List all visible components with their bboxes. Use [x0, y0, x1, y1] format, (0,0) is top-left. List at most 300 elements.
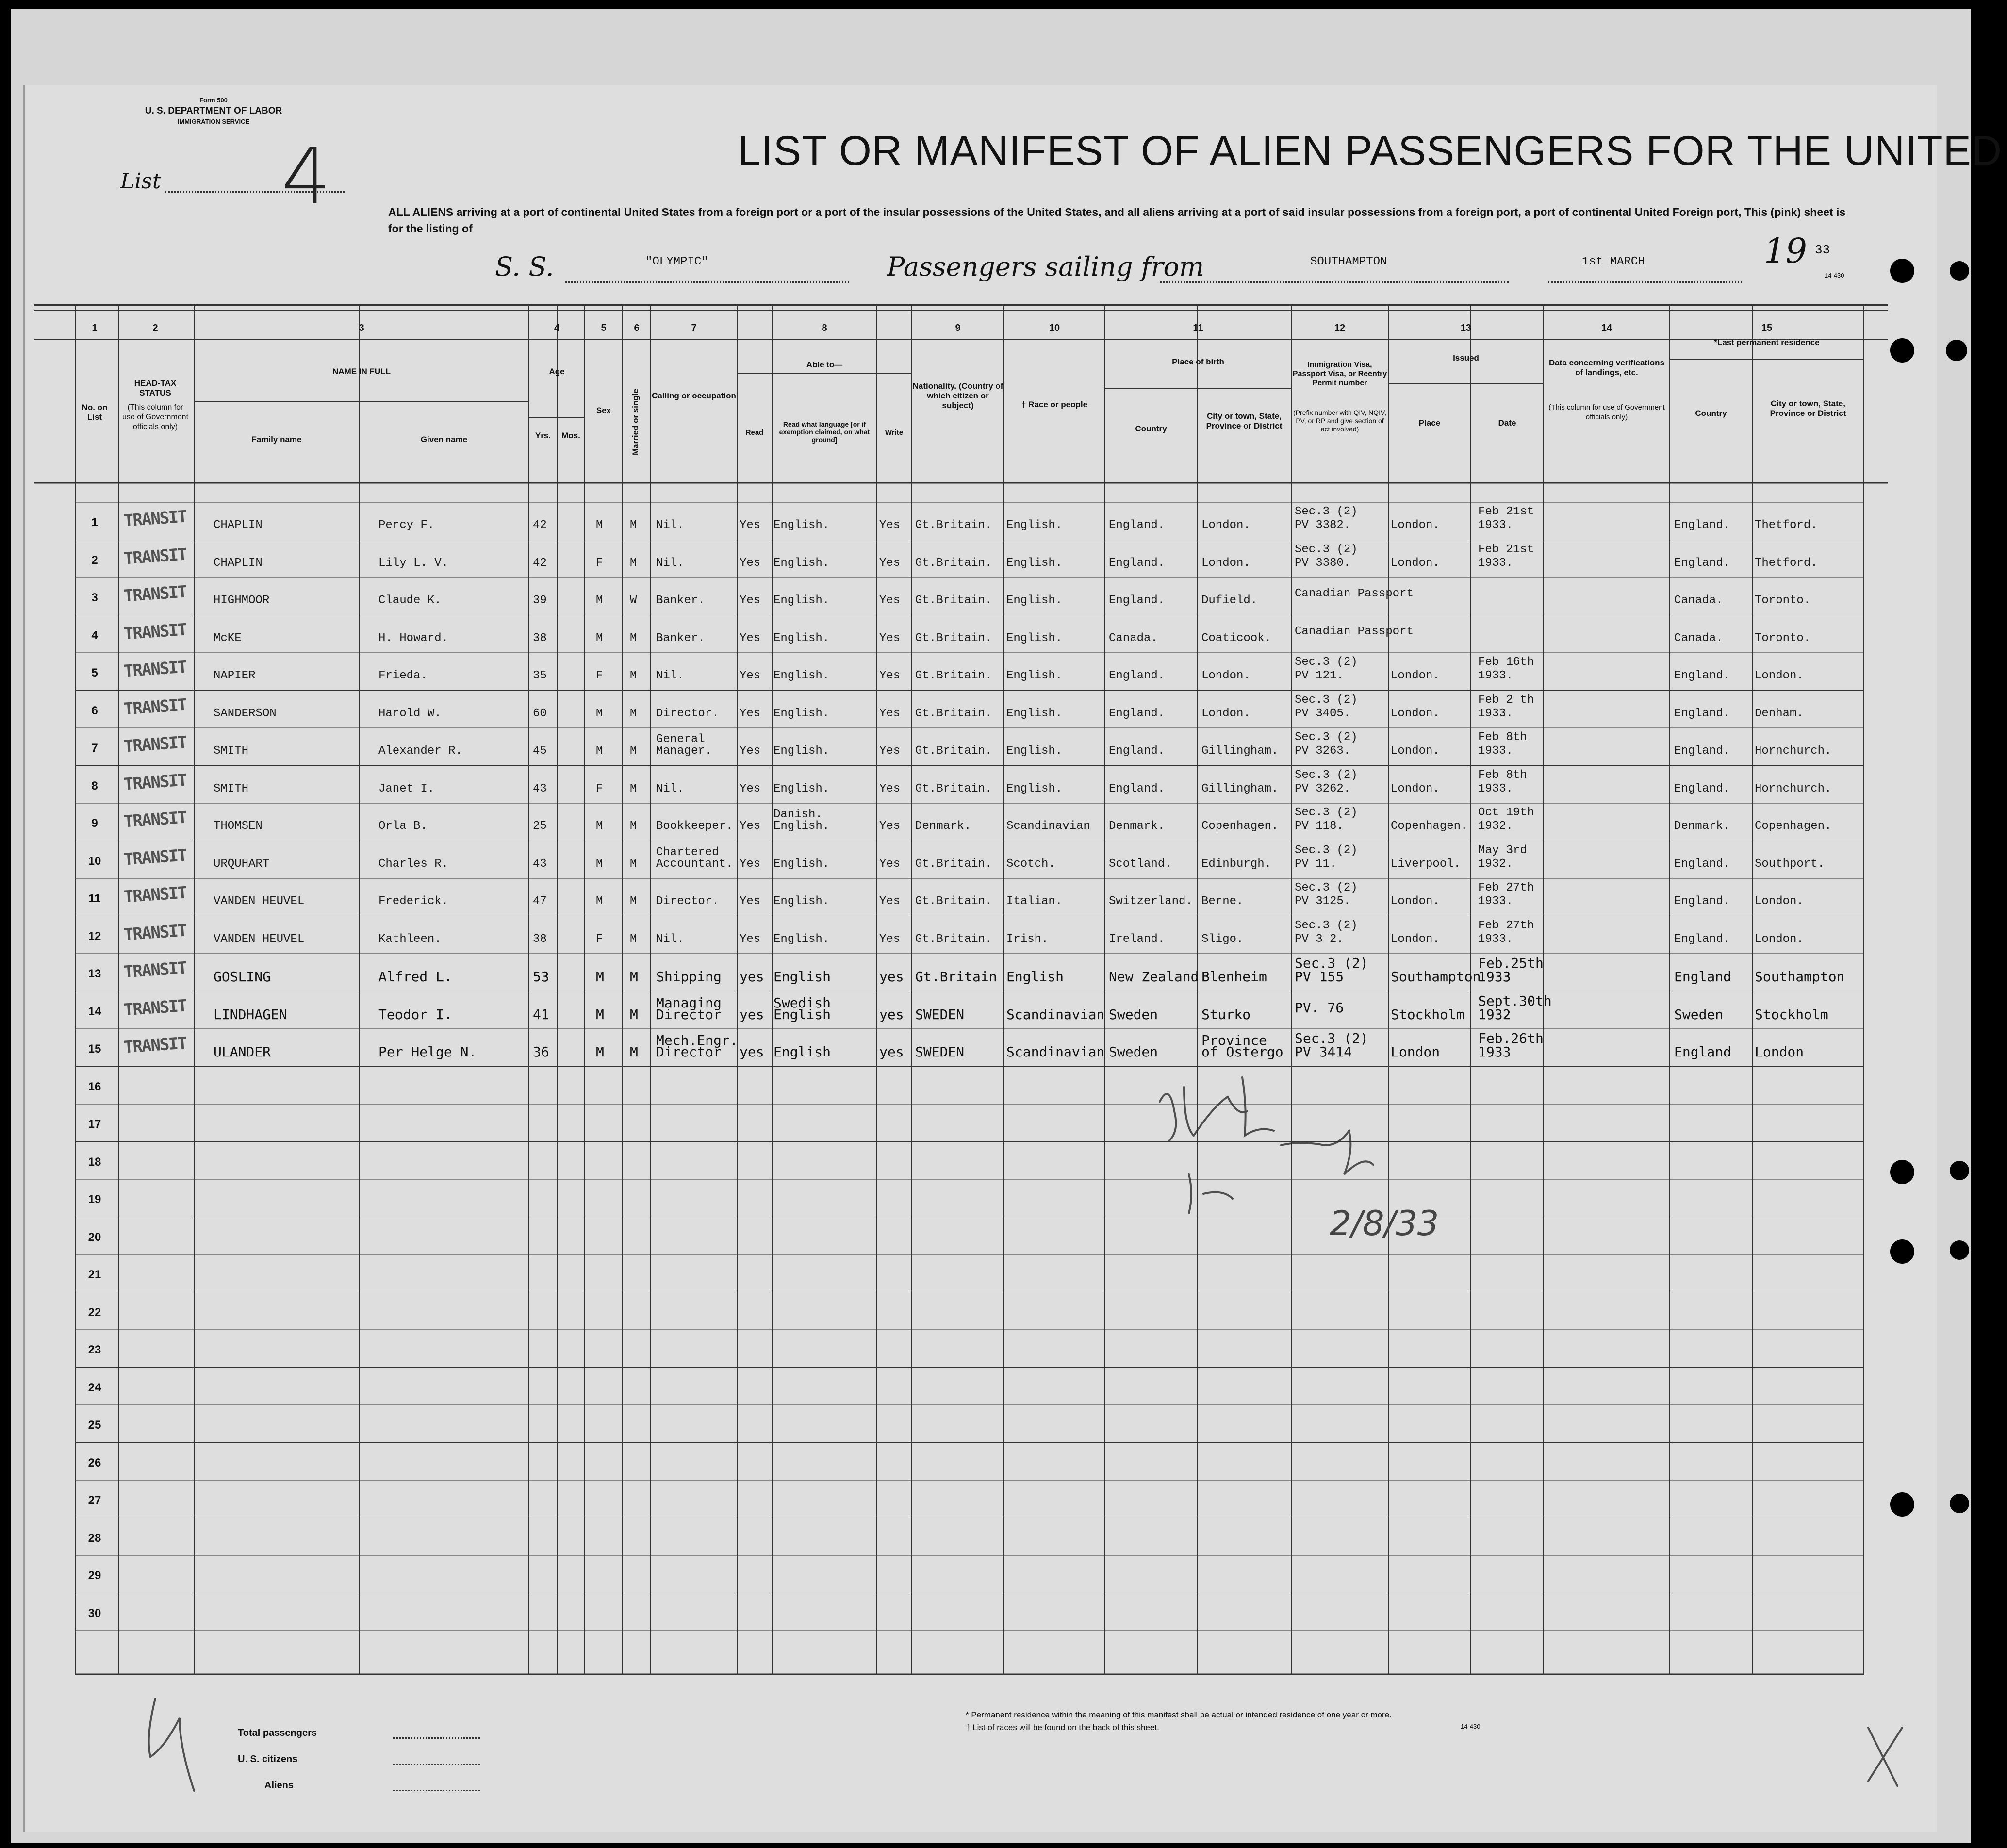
passenger-age: 42 [533, 519, 547, 532]
passenger-issued-date: Feb 8th [1478, 768, 1527, 782]
transit-stamp: TRANSIT [123, 657, 187, 681]
passenger-birth-city: London. [1201, 669, 1250, 682]
passenger-age: 38 [533, 631, 547, 645]
passenger-visa: Sec.3 (2) [1295, 843, 1358, 857]
header-last-residence: *Last permanent residence [1714, 338, 1820, 347]
passenger-issued-date: Feb 2 th [1478, 693, 1534, 707]
passenger-can-read: Yes [740, 594, 761, 607]
transit-stamp: TRANSIT [123, 620, 187, 644]
passenger-visa: Sec.3 (2) [1295, 543, 1358, 556]
passenger-birth-country: New Zealand [1109, 969, 1199, 985]
passenger-issued-date: Feb.25th [1478, 955, 1544, 971]
passenger-issued-place: Stockholm [1391, 1006, 1464, 1023]
punch-hole [1950, 1240, 1969, 1260]
passenger-family-name: McKE [214, 631, 242, 645]
passenger-family-name: GOSLING [214, 969, 271, 985]
passenger-visa: Sec.3 (2) [1295, 505, 1358, 518]
row-number: 9 [91, 817, 98, 830]
passenger-nationality: Gt.Britain [915, 969, 997, 985]
passenger-can-read: Yes [740, 519, 761, 532]
passenger-can-read: Yes [740, 857, 761, 871]
passenger-can-read: Yes [740, 782, 761, 795]
passenger-age: 43 [533, 782, 547, 795]
passenger-residence-country: England [1674, 1044, 1732, 1060]
row-number: 23 [88, 1343, 101, 1356]
passenger-issued-date: Sept.30th [1478, 992, 1552, 1009]
passenger-race: Scandinavian [1006, 1044, 1105, 1060]
passenger-visa: Sec.3 (2) [1295, 806, 1358, 819]
passenger-read-language: English. [773, 895, 830, 908]
transit-stamp: TRANSIT [123, 544, 187, 568]
transit-stamp: TRANSIT [123, 732, 187, 757]
header-residence-city: City or town, State, Province or District [1770, 399, 1846, 418]
passenger-nationality: Gt.Britain. [915, 707, 992, 720]
passenger-race: English. [1006, 669, 1063, 682]
passenger-birth-city-line2: of Ostergo [1201, 1044, 1283, 1060]
row-number: 16 [88, 1080, 101, 1093]
passenger-residence-country: England [1674, 969, 1732, 985]
passenger-birth-city: Dufield. [1201, 594, 1258, 607]
passenger-issued-place: London. [1391, 895, 1440, 908]
passenger-family-name: VANDEN HEUVEL [214, 932, 305, 946]
list-label: List [120, 169, 161, 194]
passenger-residence-country: England. [1674, 857, 1730, 871]
passenger-age: 35 [533, 669, 547, 682]
transit-stamp: TRANSIT [123, 1033, 187, 1057]
row-number: 4 [91, 628, 98, 642]
passenger-residence-city: London. [1755, 932, 1804, 946]
passenger-given-name: Alexander R. [378, 744, 462, 758]
passenger-family-name: THOMSEN [214, 820, 263, 833]
passenger-birth-city: Coaticook. [1201, 631, 1272, 645]
passenger-occupation: Mech.Engr. [656, 1032, 738, 1048]
form-number: Form 500 [199, 97, 228, 104]
footer-note-residence: * Permanent residence within the meaning of this manifest shall be actual or intended residence of one year or more. [966, 1710, 1392, 1719]
passenger-issued-place: London. [1391, 556, 1440, 570]
passenger-race: Scotch. [1006, 857, 1055, 871]
passenger-visa: Sec.3 (2) [1295, 768, 1358, 782]
header-head-tax-note: (This column for use of Government officials only) [122, 403, 189, 431]
passenger-marital-status: M [630, 519, 637, 532]
passenger-residence-city: Southport. [1755, 857, 1825, 871]
passenger-issued-date: Feb 16th [1478, 656, 1534, 669]
passenger-can-write: Yes [879, 895, 901, 908]
passenger-issued-date: Feb 21st [1478, 505, 1534, 518]
header-read-language: Read what language [or if exemption claimed, on what ground] [779, 420, 870, 444]
passenger-can-write: Yes [879, 857, 901, 871]
passenger-marital-status: W [630, 594, 637, 607]
passenger-family-name: CHAPLIN [214, 556, 263, 570]
passenger-visa: Sec.3 (2) [1295, 731, 1358, 744]
passenger-residence-country: England. [1674, 744, 1730, 758]
passenger-birth-country: England. [1109, 782, 1165, 795]
passenger-sex: M [596, 744, 603, 758]
passenger-occupation: Director. [656, 895, 719, 908]
passenger-marital-status: M [630, 556, 637, 570]
col-number-4: 4 [554, 323, 560, 333]
passenger-birth-country: England. [1109, 669, 1165, 682]
passenger-read-language-line2: English. [773, 820, 830, 833]
passenger-issued-place: Liverpool. [1391, 857, 1461, 871]
passenger-birth-city: Blenheim [1201, 969, 1267, 985]
header-family-name: Family name [251, 435, 302, 444]
passenger-race: Scandinavian [1006, 820, 1090, 833]
passenger-visa-number: PV 3262. [1295, 782, 1351, 795]
passenger-occupation: Banker. [656, 594, 705, 607]
passenger-race: English. [1006, 556, 1063, 570]
passenger-nationality: Gt.Britain. [915, 519, 992, 532]
header-able-to: Able to— [806, 360, 843, 369]
subtitle-text-3: This (pink) sheet is for the listing of [388, 206, 1846, 235]
footer-total-label: Total passengers [238, 1728, 317, 1738]
passenger-issued-date: May 3rd [1478, 843, 1527, 857]
col-number-15: 15 [1761, 323, 1773, 333]
col-number-2: 2 [152, 323, 158, 333]
passenger-nationality: SWEDEN [915, 1044, 965, 1060]
header-verification: Data concerning verifications of landings, etc. [1548, 358, 1665, 377]
passenger-birth-country: England. [1109, 707, 1165, 720]
passenger-occupation: Banker. [656, 631, 705, 645]
passenger-sex: M [596, 707, 603, 720]
passenger-visa-number: PV 121. [1295, 669, 1344, 682]
passenger-visa-number: PV 3380. [1295, 556, 1351, 570]
passenger-occupation: Nil. [656, 556, 684, 570]
passenger-birth-country: England. [1109, 594, 1165, 607]
row-number: 3 [91, 591, 98, 604]
passenger-residence-country: Sweden [1674, 1006, 1724, 1023]
passenger-age: 45 [533, 744, 547, 758]
passenger-birth-city: Province [1201, 1032, 1267, 1048]
passenger-read-language: Danish. [773, 808, 823, 821]
passenger-issued-place: London. [1391, 744, 1440, 758]
passenger-race: Italian. [1006, 895, 1063, 908]
passenger-residence-country: Canada. [1674, 631, 1723, 645]
passenger-residence-city: London. [1755, 669, 1804, 682]
passenger-marital-status: M [630, 895, 637, 908]
passenger-sex: M [596, 519, 603, 532]
passenger-read-language: English. [773, 594, 830, 607]
sailing-port: SOUTHAMPTON [1310, 255, 1387, 268]
passenger-residence-city: Denham. [1755, 707, 1804, 720]
passenger-race: English [1006, 969, 1064, 985]
passenger-read-language: English. [773, 519, 830, 532]
sailing-label: Passengers sailing from [887, 251, 1204, 282]
col-number-14: 14 [1601, 323, 1612, 333]
passenger-visa-number: PV 118. [1295, 820, 1344, 833]
passenger-race: Scandinavian [1006, 1006, 1105, 1023]
service-name: IMMIGRATION SERVICE [177, 118, 250, 125]
passenger-marital-status: M [630, 669, 637, 682]
passenger-birth-city: Gillingham. [1201, 744, 1279, 758]
passenger-residence-country: Canada. [1674, 594, 1723, 607]
passenger-given-name: Frieda. [378, 669, 428, 682]
passenger-residence-country: England. [1674, 519, 1730, 532]
inspector-mark-stroke [1189, 1174, 1233, 1213]
year-prefix: 19 [1764, 231, 1808, 271]
passenger-given-name: Harold W. [378, 707, 442, 720]
passenger-family-name: ULANDER [214, 1044, 271, 1060]
passenger-birth-country: Denmark. [1109, 820, 1165, 833]
passenger-issued-year: 1933. [1478, 556, 1513, 570]
passenger-issued-year: 1933. [1478, 932, 1513, 946]
form-code-top: 14-430 [1825, 272, 1844, 279]
transit-stamp: TRANSIT [123, 507, 187, 531]
row-number: 10 [88, 854, 101, 868]
passenger-issued-place: London. [1391, 519, 1440, 532]
col-number-12: 12 [1334, 323, 1346, 333]
row-number: 1 [91, 516, 98, 529]
passenger-visa-number: PV 3125. [1295, 895, 1351, 908]
passenger-sex: F [596, 782, 603, 795]
punch-hole [1950, 1161, 1969, 1180]
passenger-issued-place: Southampton [1391, 969, 1481, 985]
passenger-residence-city: Southampton [1755, 969, 1845, 985]
col-number-10: 10 [1049, 323, 1060, 333]
col-number-8: 8 [822, 323, 827, 333]
passenger-visa: Sec.3 (2) [1295, 656, 1358, 669]
passenger-age: 41 [533, 1006, 549, 1023]
passenger-sex: M [596, 1006, 604, 1023]
row-number: 22 [88, 1305, 101, 1319]
passenger-issued-place: Copenhagen. [1391, 820, 1468, 833]
row-number: 24 [88, 1381, 101, 1394]
passenger-can-write: Yes [879, 932, 901, 946]
passenger-issued-place: London. [1391, 669, 1440, 682]
col-number-13: 13 [1460, 323, 1472, 333]
passenger-issued-year: 1932 [1478, 1006, 1511, 1023]
passenger-given-name: Orla B. [378, 820, 428, 833]
passenger-nationality: Gt.Britain. [915, 631, 992, 645]
passenger-issued-date: Feb 27th [1478, 881, 1534, 894]
passenger-nationality: Gt.Britain. [915, 857, 992, 871]
passenger-age: 53 [533, 969, 549, 985]
passenger-sex: M [596, 1044, 604, 1060]
punch-hole [1890, 1239, 1914, 1264]
passenger-birth-city: London. [1201, 519, 1250, 532]
passenger-sex: F [596, 669, 603, 682]
passenger-occupation: Nil. [656, 669, 684, 682]
passenger-nationality: Gt.Britain. [915, 895, 992, 908]
header-visa-note: (Prefix number with QIV, NQIV, PV, or RP and give section of act involved) [1293, 409, 1386, 433]
passenger-occupation: Nil. [656, 782, 684, 795]
passenger-residence-city: Copenhagen. [1755, 820, 1832, 833]
passenger-can-write: Yes [879, 782, 901, 795]
passenger-age: 25 [533, 820, 547, 833]
passenger-birth-country: Scotland. [1109, 857, 1172, 871]
transit-stamp: TRANSIT [123, 808, 187, 832]
passenger-issued-year: 1933 [1478, 1044, 1511, 1060]
footer-cross-mark [1868, 1728, 1902, 1786]
passenger-visa: Sec.3 (2) [1295, 693, 1358, 707]
inspector-signature-stroke [1160, 1077, 1274, 1140]
year-suffix: 33 [1815, 243, 1830, 257]
passenger-race: English. [1006, 744, 1063, 758]
passenger-residence-city: London. [1755, 895, 1804, 908]
passenger-can-write: Yes [879, 631, 901, 645]
passenger-can-read: yes [740, 969, 764, 985]
header-name-in-full: NAME IN FULL [332, 367, 391, 376]
transit-stamp: TRANSIT [123, 695, 187, 719]
row-number: 2 [91, 553, 98, 567]
passenger-residence-city: Toronto. [1755, 631, 1811, 645]
passenger-visa-number: PV 155 [1295, 969, 1344, 985]
row-number: 11 [88, 892, 101, 905]
header-issued-date: Date [1498, 418, 1516, 428]
row-number: 18 [88, 1155, 101, 1169]
punch-hole [1950, 261, 1969, 280]
passenger-sex: M [596, 969, 604, 985]
passenger-birth-country: Sweden [1109, 1044, 1158, 1060]
passenger-residence-city: Toronto. [1755, 594, 1811, 607]
passenger-residence-country: England. [1674, 932, 1730, 946]
passenger-issued-year: 1933. [1478, 895, 1513, 908]
passenger-given-name: Claude K. [378, 594, 442, 607]
passenger-age: 38 [533, 932, 547, 946]
header-given-name: Given name [420, 435, 468, 444]
header-race: † Race or people [1021, 400, 1088, 409]
punch-hole [1890, 338, 1914, 363]
passenger-can-read: yes [740, 1006, 764, 1023]
subtitle-text-2: Foreign port [1672, 206, 1739, 218]
passenger-nationality: Denmark. [915, 820, 971, 833]
passenger-residence-country: England. [1674, 895, 1730, 908]
passenger-residence-country: Denmark. [1674, 820, 1730, 833]
passenger-occupation-line2: Director [656, 1006, 722, 1023]
passenger-sex: F [596, 556, 603, 570]
passenger-sex: M [596, 820, 603, 833]
passenger-marital-status: M [630, 782, 637, 795]
passenger-age: 36 [533, 1044, 549, 1060]
row-number: 20 [88, 1230, 101, 1244]
row-number: 13 [88, 967, 101, 980]
passenger-issued-year: 1933. [1478, 744, 1513, 758]
page-subtitle: ALL ALIENS arriving at a port of continental United States from a foreign port or a port of the insular possessions of the United States, and all aliens arriving at a port of said insular possessions from a foreign port, a port of continental United Foreign port, This (pink) sheet is for the listing of [388, 206, 1846, 235]
passenger-given-name: H. Howard. [378, 631, 449, 645]
punch-hole [1946, 340, 1967, 361]
punch-hole [1890, 259, 1914, 283]
passenger-birth-country: Switzerland. [1109, 895, 1193, 908]
passenger-can-write: yes [879, 1006, 904, 1023]
passenger-issued-year: 1933. [1478, 782, 1513, 795]
header-nationality: Nationality. (Country of which citizen or subject) [912, 381, 1004, 410]
passenger-given-name: Charles R. [378, 857, 449, 871]
passenger-issued-date: Oct 19th [1478, 806, 1534, 819]
transit-stamp: TRANSIT [123, 958, 187, 982]
passenger-birth-country: England. [1109, 556, 1165, 570]
row-number: 28 [88, 1531, 101, 1545]
header-visa: Immigration Visa, Passport Visa, or Reentry Permit number [1292, 361, 1387, 387]
passenger-birth-city: Edinburgh. [1201, 857, 1272, 871]
handwritten-date: 2/8/33 [1330, 1204, 1439, 1243]
footer-note-races: † List of races will be found on the back of this sheet. [966, 1723, 1159, 1732]
passenger-birth-city: Berne. [1201, 895, 1244, 908]
passenger-birth-country: England. [1109, 519, 1165, 532]
passenger-read-language: English. [773, 707, 830, 720]
passenger-can-read: Yes [740, 744, 761, 758]
passenger-read-language: English. [773, 932, 830, 946]
passenger-visa: Sec.3 (2) [1295, 1030, 1368, 1046]
passenger-issued-year: 1933. [1478, 519, 1513, 532]
passenger-marital-status: M [630, 707, 637, 720]
passenger-family-name: VANDEN HEUVEL [214, 895, 305, 908]
passenger-can-read: Yes [740, 932, 761, 946]
passenger-occupation: Shipping [656, 969, 722, 985]
passenger-can-write: yes [879, 969, 904, 985]
passenger-given-name: Kathleen. [378, 932, 442, 946]
passenger-can-write: Yes [879, 519, 901, 532]
header-residence-country: Country [1695, 409, 1727, 418]
ship-name: "OLYMPIC" [645, 255, 708, 268]
passenger-issued-date: Feb 8th [1478, 731, 1527, 744]
passenger-occupation-line2: Manager. [656, 744, 712, 758]
passenger-can-write: Yes [879, 820, 901, 833]
passenger-sex: F [596, 932, 603, 946]
header-mos: Mos. [561, 431, 580, 440]
passenger-read-language: Swedish [773, 994, 831, 1011]
row-number: 30 [88, 1606, 101, 1620]
passenger-visa: Sec.3 (2) [1295, 955, 1368, 971]
passenger-occupation: Nil. [656, 519, 684, 532]
passenger-residence-city: Thetford. [1755, 519, 1818, 532]
passenger-given-name: Frederick. [378, 895, 449, 908]
row-number: 7 [91, 742, 98, 755]
passenger-issued-year: 1933. [1478, 669, 1513, 682]
passenger-marital-status: M [630, 969, 638, 985]
row-number: 25 [88, 1419, 101, 1432]
passenger-family-name: HIGHMOOR [214, 594, 270, 607]
header-verification-note: (This column for use of Government officials only) [1548, 403, 1665, 421]
passenger-nationality: SWEDEN [915, 1006, 965, 1023]
passenger-given-name: Percy F. [378, 519, 435, 532]
passenger-birth-city: London. [1201, 556, 1250, 570]
passenger-can-read: yes [740, 1044, 764, 1060]
passenger-visa-number: PV 3414 [1295, 1044, 1352, 1060]
passenger-age: 60 [533, 707, 547, 720]
col-number-7: 7 [691, 323, 697, 333]
passenger-sex: M [596, 594, 603, 607]
transit-stamp: TRANSIT [123, 845, 187, 869]
passenger-residence-country: England. [1674, 707, 1730, 720]
passenger-given-name: Alfred L. [378, 969, 452, 985]
passenger-occupation: General [656, 733, 705, 746]
passenger-family-name: SMITH [214, 782, 249, 795]
row-number: 14 [88, 1005, 101, 1018]
header-place-of-birth: Place of birth [1172, 357, 1224, 366]
department-name: U. S. DEPARTMENT OF LABOR [145, 106, 282, 116]
passenger-issued-date: Feb 27th [1478, 919, 1534, 932]
passenger-family-name: LINDHAGEN [214, 1006, 287, 1023]
passenger-can-read: Yes [740, 895, 761, 908]
header-married-single: Married or single [631, 389, 640, 456]
passenger-visa: Sec.3 (2) [1295, 919, 1358, 932]
passenger-birth-city: Sturko [1201, 1006, 1251, 1023]
page-title: LIST OR MANIFEST OF ALIEN PASSENGERS FOR THE UNITED [738, 128, 2003, 174]
passenger-can-read: Yes [740, 820, 761, 833]
col-number-3: 3 [359, 323, 364, 333]
col-number-1: 1 [92, 323, 98, 333]
row-number: 8 [91, 779, 98, 792]
passenger-race: English. [1006, 782, 1063, 795]
passenger-sex: M [596, 895, 603, 908]
passenger-issued-place: London [1391, 1044, 1440, 1060]
passenger-issued-date: Feb.26th [1478, 1030, 1544, 1046]
footer-code: 14-430 [1461, 1723, 1481, 1730]
footer-aliens-label: Aliens [264, 1780, 294, 1791]
passenger-given-name: Lily L. V. [378, 556, 449, 570]
passenger-can-read: Yes [740, 631, 761, 645]
passenger-marital-status: M [630, 631, 637, 645]
passenger-sex: M [596, 857, 603, 871]
